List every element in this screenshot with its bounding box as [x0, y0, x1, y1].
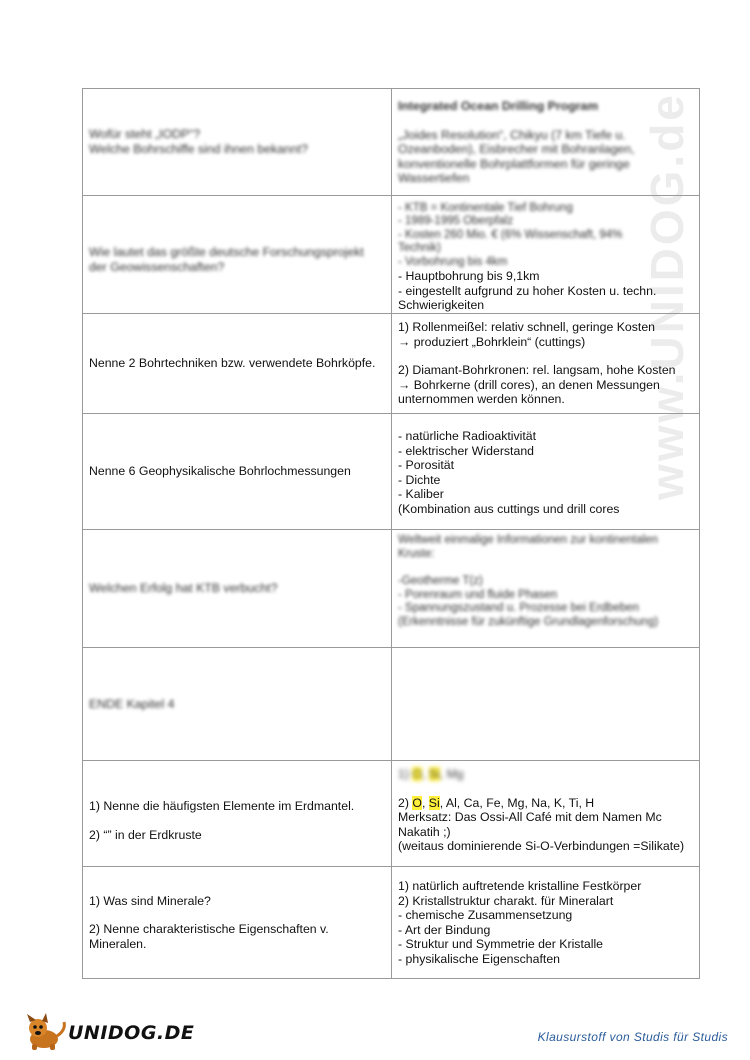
table-row — [83, 761, 700, 867]
answer-text: - natürliche Radioaktivität — [398, 429, 537, 443]
answer-text: - physikalische Eigenschaften — [398, 951, 560, 966]
question-text: Welche Bohrschiffe sind ihnen bekannt? — [89, 142, 308, 156]
answer-text: → Bohrkerne (drill cores), an denen Messungen — [398, 377, 660, 392]
question-text: Nenne 2 Bohrtechniken bzw. verwendete Bohrköpfe. — [89, 356, 376, 371]
answer-text: Kruste: — [398, 547, 435, 560]
question-cell — [83, 867, 392, 979]
answer-cell — [392, 530, 700, 648]
question-cell — [83, 530, 392, 648]
answer-cell — [392, 648, 700, 761]
question-text: Wofür steht „IODP“? — [89, 127, 201, 142]
table-row — [83, 414, 700, 530]
question-cell — [83, 648, 392, 761]
question-text: Wie lautet das größte deutsche Forschungsprojekt — [89, 244, 364, 259]
answer-text: - Kosten 260 Mio. € (6% Wissenschaft, 94% — [398, 228, 623, 241]
answer-text: 1) natürlich auftretende kristalline Festkörper — [398, 879, 642, 893]
logo-text: UNIDOG.DE — [68, 1022, 195, 1044]
answer-text: Schwierigkeiten — [398, 298, 485, 313]
answer-text: konventionelle Bohrplattformen für geringe — [398, 156, 630, 171]
answer-cell — [392, 867, 700, 979]
highlight: Si — [428, 767, 440, 781]
answer-text: - eingestellt aufgrund zu hoher Kosten u. techn. — [398, 283, 657, 298]
answer-text: - Porenraum und fluide Phasen — [398, 588, 558, 601]
question-text: 1) Nenne die häufigsten Elemente im Erdmantel. — [89, 798, 355, 813]
answer-text: Nakatih ;) — [398, 824, 451, 839]
question-text: 2) Nenne charakteristische Eigenschaften v. — [89, 922, 329, 937]
highlight: O — [412, 767, 422, 781]
question-cell — [83, 314, 392, 414]
highlight: Si — [428, 795, 440, 810]
answer-text: - elektrischer Widerstand — [398, 443, 534, 458]
answer-text: 1) Rollenmeißel: relativ schnell, geringe Kosten — [398, 320, 655, 334]
question-text: 2) “” in der Erdkruste — [89, 827, 202, 842]
footer-slogan: Klausurstoff von Studis für Studis — [537, 1030, 728, 1044]
answer-text: - Struktur und Symmetrie der Kristalle — [398, 937, 604, 952]
answer-text: - Vorbohrung bis 4km — [398, 255, 508, 268]
question-cell — [83, 414, 392, 530]
answer-cell — [392, 414, 700, 530]
question-cell — [83, 89, 392, 196]
answer-text: (weitaus dominierende Si-O-Verbindungen =Silikate) — [398, 839, 685, 854]
question-text: ENDE Kapitel 4 — [89, 696, 175, 711]
answer-text: Ozeanboden), Eisbrecher mit Bohranlagen, — [398, 142, 635, 157]
answer-text: - Porosität — [398, 458, 455, 473]
flashcard-table — [82, 88, 700, 979]
answer-text: Wassertiefen — [398, 171, 470, 186]
answer-line-crust: 2) O, Si, Al, Ca, Fe, Mg, Na, K, Ti, H — [398, 795, 595, 810]
answer-text: 2) Diamant-Bohrkronen: rel. langsam, hohe Kosten — [398, 363, 676, 378]
answer-text: Integrated Ocean Drilling Program — [398, 99, 599, 113]
answer-text: Technik) — [398, 242, 441, 255]
question-cell — [83, 196, 392, 314]
table-row — [83, 314, 700, 414]
answer-text: - Art der Bindung — [398, 922, 491, 937]
table-row — [83, 648, 700, 761]
answer-cell — [392, 761, 700, 867]
question-text: der Geowissenschaften? — [89, 259, 225, 274]
question-text: Welchen Erfolg hat KTB verbucht? — [89, 581, 278, 596]
answer-text: unternommen werden können. — [398, 392, 565, 407]
answer-text: -Geotherme T(z) — [398, 575, 483, 588]
answer-text: - Kaliber — [398, 487, 444, 502]
answer-text: Merksatz: Das Ossi-All Café mit dem Namen Mc — [398, 810, 662, 825]
question-cell — [83, 761, 392, 867]
answer-text: - Dichte — [398, 472, 441, 487]
table-row — [83, 867, 700, 979]
answer-text: - Hauptbohrung bis 9,1km — [398, 269, 540, 284]
answer-text: (Erkenntnisse für zukünftige Grundlagenforschung) — [398, 615, 659, 628]
highlight: O — [412, 795, 422, 810]
table-row — [83, 89, 700, 196]
question-text: Mineralen. — [89, 936, 147, 951]
answer-text: - Spannungszustand u. Prozesse bei Erdbeben — [398, 602, 640, 615]
answer-text: 2) Kristallstruktur charakt. für Mineralart — [398, 893, 614, 908]
answer-text: Weltweit einmalige Informationen zur kontinentalen — [398, 534, 658, 546]
table-row — [83, 196, 700, 314]
answer-text: „Joides Resolution“, Chikyu (7 km Tiefe u. — [398, 127, 626, 142]
answer-line-mantle: 1) O, Si, Mg — [398, 767, 464, 781]
answer-cell — [392, 196, 700, 314]
answer-text: (Kombination aus cuttings und drill cores — [398, 501, 620, 516]
answer-text: - KTB = Kontinentale Tief Bohrung — [398, 202, 573, 214]
unidog-logo[interactable] — [24, 1012, 195, 1052]
answer-cell — [392, 314, 700, 414]
answer-text: → produziert „Bohrklein“ (cuttings) — [398, 334, 586, 349]
answer-text: - chemische Zusammensetzung — [398, 908, 573, 923]
question-text: 1) Was sind Minerale? — [89, 893, 211, 908]
dog-icon — [24, 1012, 68, 1052]
table-row — [83, 530, 700, 648]
watermark: www.UNIDOG.de — [641, 92, 693, 500]
answer-cell — [392, 89, 700, 196]
answer-text: - 1989-1995 Oberpfalz — [398, 215, 514, 228]
question-text: Nenne 6 Geophysikalische Bohrlochmessungen — [89, 464, 351, 479]
